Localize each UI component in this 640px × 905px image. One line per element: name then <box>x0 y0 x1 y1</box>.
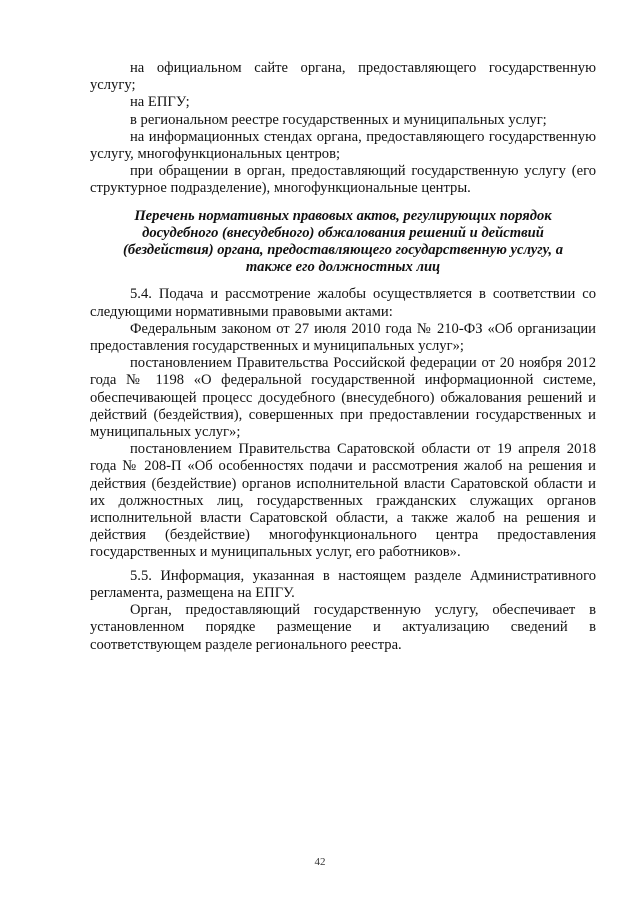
paragraph: постановлением Правительства Российской федерации от 20 ноября 2012 года № 1198 «О федеральной государственной информационной системе, обеспечивающей процесс досудебного (внесудебного) обжалования решений и действий (бездействия), совершенных при предоставлении государственных и муниципальных услуг»; <box>90 355 596 441</box>
paragraph: на информационных стендах органа, предоставляющего государственную услугу, многофункциональных центров; <box>90 128 596 163</box>
document-page <box>90 60 596 654</box>
paragraph: Орган, предоставляющий государственную услугу, обеспечивает в установленном порядке размещение и актуализацию сведений в соответствующем разделе регионального реестра. <box>90 602 596 653</box>
paragraph-5-5: 5.5. Информация, указанная в настоящем разделе Административного регламента, размещена на ЕПГУ. <box>90 567 596 601</box>
paragraph-5-4: 5.4. Подача и рассмотрение жалобы осуществляется в соответствии со следующими нормативными правовыми актами: <box>90 286 596 320</box>
section-heading: Перечень нормативных правовых актов, регулирующих порядок досудебного (внесудебного) обжалования решений и действий (бездействия) органа, предоставляющего государственную услугу, а также его должностных лиц <box>123 207 563 276</box>
paragraph: на официальном сайте органа, предоставляющего государственную услугу; <box>90 60 596 94</box>
paragraph: на ЕПГУ; <box>130 94 190 111</box>
paragraph: в региональном реестре государственных и муниципальных услуг; <box>130 111 547 128</box>
paragraph: постановлением Правительства Саратовской области от 19 апреля 2018 года № 208-П «Об особенностях подачи и рассмотрения жалоб на решения и действия (бездействие) органов исполнительной власти Саратовской области и их должностных лиц, государственных гражданских служащих органов исполнительной власти Саратовской области, а также жалоб на решения и действия (бездействие) многофункционального центра предоставления государственных и муниципальных услуг, его работников». <box>90 441 596 561</box>
page-number: 42 <box>314 856 326 868</box>
paragraph: при обращении в орган, предоставляющий государственную услугу (его структурное подразделение), многофункциональные центры. <box>90 163 596 197</box>
paragraph: Федеральным законом от 27 июля 2010 года № 210-ФЗ «Об организации предоставления государственных и муниципальных услуг»; <box>90 320 596 355</box>
